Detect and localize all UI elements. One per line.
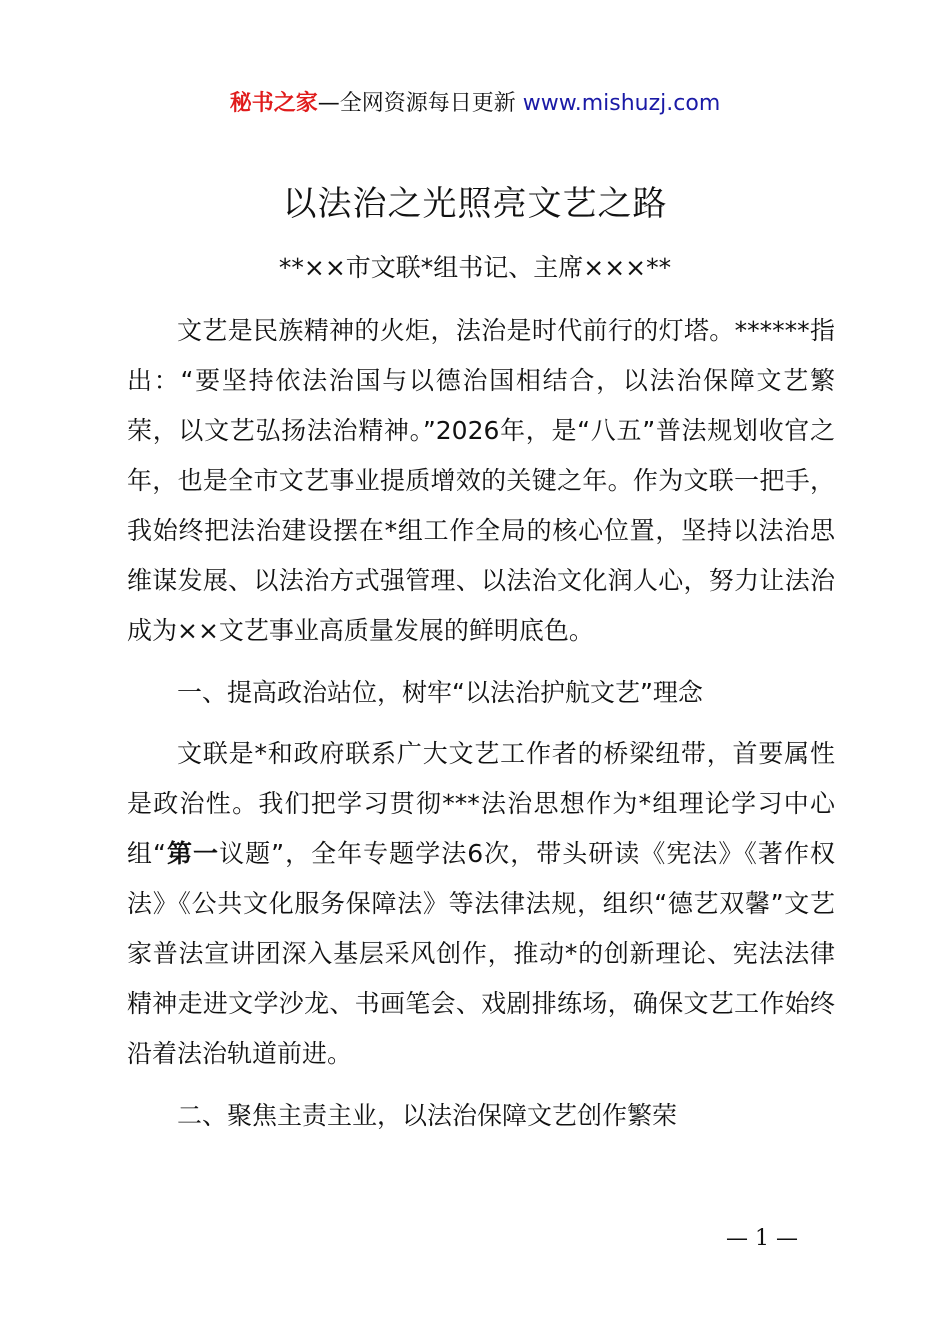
paragraph-section-1-text-a: 文联是*和政府联系广大文艺工作者的桥梁纽带，首要属性是政治性。我们把学习贯彻***法治思想作为*组理论学习中心组“ — [127, 739, 835, 868]
header-tagline: —全网资源每日更新 — [317, 91, 523, 116]
document-author-line: **××市文联*组书记、主席×××** — [278, 253, 672, 282]
paragraph-section-1-text-b: 议题”，全年专题学法6次，带头研读《宪法》《著作权法》《公共文化服务保障法》等法律法规，组织“德艺双馨”文艺家普法宣讲团深入基层采风创作，推动*的创新理论、宪法法律精神走进文学沙龙、书画笔会、戏剧排练场，确保文艺工作始终沿着法治轨道前进。 — [127, 839, 835, 1068]
brand-name: 秘书之家 — [229, 91, 318, 116]
site-url-link[interactable]: www.mishuzj.com — [522, 91, 721, 116]
document-header — [0, 88, 950, 120]
paragraph-section-1-bold: 第一 — [165, 839, 220, 868]
paragraph-intro: 文艺是民族精神的火炬，法治是时代前行的灯塔。******指出：“要坚持依法治国与以德治国相结合，以法治保障文艺繁荣，以文艺弘扬法治精神。”2026年，是“八五”普法规划收官之年，也是全市文艺事业提质增效的关键之年。作为文联一把手，我始终把法治建设摆在*组工作全局的核心位置，坚持以法治思维谋发展、以法治方式强管理、以法治文化润人心，努力让法治成为××文艺事业高质量发展的鲜明底色。 — [127, 316, 835, 645]
document-title: 以法治之光照亮文艺之路 — [282, 184, 668, 224]
page-number: — 1 — — [726, 1226, 798, 1251]
section-heading-2: 二、聚焦主责主业，以法治保障文艺创作繁荣 — [177, 1101, 678, 1130]
section-heading-1: 一、提高政治站位，树牢“以法治护航文艺”理念 — [177, 678, 703, 707]
paragraph-section-1 — [127, 729, 835, 1079]
